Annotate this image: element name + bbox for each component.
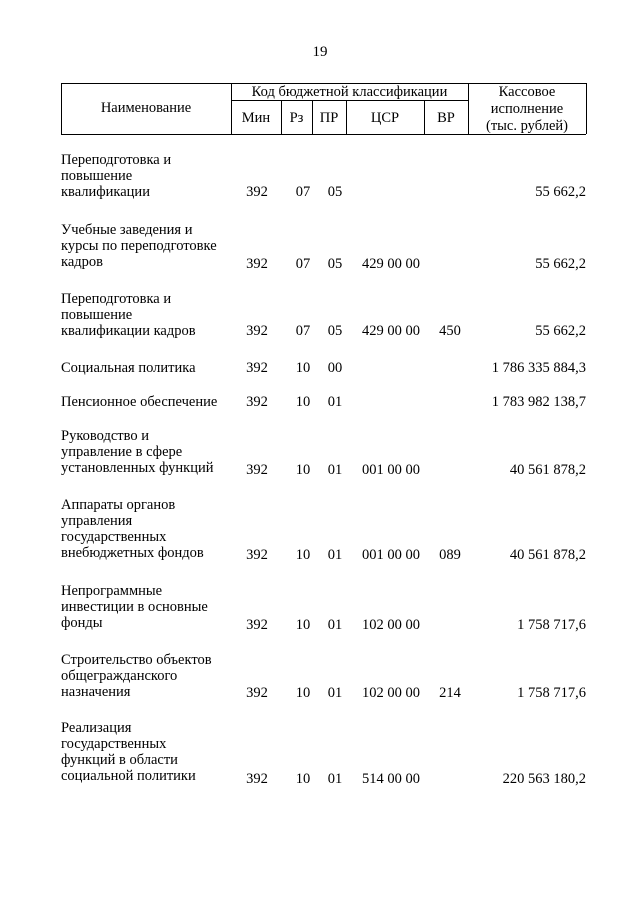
row-rz: 10: [295, 547, 311, 563]
row-name-line: квалификации: [61, 184, 150, 200]
row-pr: 05: [327, 184, 343, 200]
row-name-line: социальной политики: [61, 768, 196, 784]
row-pr: 01: [327, 547, 343, 563]
row-amount: 1 758 717,6: [517, 685, 586, 701]
row-name-line: повышение: [61, 168, 133, 184]
row-pr: 01: [327, 394, 343, 410]
row-rz: 07: [295, 256, 311, 272]
header-min: Мин: [241, 110, 271, 126]
row-amount: 40 561 878,2: [509, 547, 586, 563]
row-amount: 40 561 878,2: [509, 462, 586, 478]
row-name-line: управления: [61, 513, 133, 529]
row-name-line: Пенсионное обеспечение: [61, 394, 218, 410]
row-pr: 05: [327, 256, 343, 272]
row-rz: 10: [295, 617, 311, 633]
row-name: [61, 291, 251, 339]
row-name: [61, 394, 251, 410]
row-rz: 07: [295, 323, 311, 339]
row-name-line: квалификации кадров: [61, 323, 196, 339]
row-amount: 1 786 335 884,3: [491, 360, 586, 376]
row-name-line: общегражданского: [61, 668, 178, 684]
row-name-line: Непрограммные: [61, 583, 163, 599]
row-min: 392: [246, 617, 268, 633]
row-min: 392: [246, 184, 268, 200]
row-name-line: государственных: [61, 736, 167, 752]
row-csr: 102 00 00: [362, 685, 420, 701]
header-csr: ЦСР: [370, 110, 400, 126]
row-csr: 514 00 00: [362, 771, 420, 787]
row-rz: 07: [295, 184, 311, 200]
row-rz: 10: [295, 685, 311, 701]
row-name-line: Реализация: [61, 720, 132, 736]
row-name-line: внебюджетных фондов: [61, 545, 204, 561]
row-min: 392: [246, 360, 268, 376]
row-name: [61, 583, 251, 631]
header-amount-line: (тыс. рублей): [486, 118, 568, 134]
row-rz: 10: [295, 394, 311, 410]
row-pr: 00: [327, 360, 343, 376]
row-csr: 001 00 00: [362, 547, 420, 563]
row-amount: 55 662,2: [535, 323, 586, 339]
row-pr: 01: [327, 771, 343, 787]
header-amount-line: исполнение: [490, 101, 564, 117]
row-name: [61, 497, 251, 561]
row-name-line: управление в сфере: [61, 444, 183, 460]
row-pr: 01: [327, 462, 343, 478]
row-name-line: Руководство и: [61, 428, 149, 444]
row-name: [61, 222, 251, 270]
row-name-line: фонды: [61, 615, 103, 631]
header-border-right: [586, 83, 587, 134]
row-amount: 55 662,2: [535, 256, 586, 272]
row-pr: 01: [327, 685, 343, 701]
row-name-line: функций в области: [61, 752, 178, 768]
row-min: 392: [246, 394, 268, 410]
row-min: 392: [246, 685, 268, 701]
row-min: 392: [246, 256, 268, 272]
row-amount: 1 758 717,6: [517, 617, 586, 633]
row-name-line: Переподготовка и: [61, 291, 172, 307]
row-name-line: установленных функций: [61, 460, 214, 476]
row-csr: 429 00 00: [362, 323, 420, 339]
row-amount: 1 783 982 138,7: [491, 394, 586, 410]
row-amount: 55 662,2: [535, 184, 586, 200]
row-vr: 214: [439, 685, 461, 701]
header-pr: ПР: [319, 110, 339, 126]
row-name-line: повышение: [61, 307, 133, 323]
row-min: 392: [246, 323, 268, 339]
row-rz: 10: [295, 462, 311, 478]
row-min: 392: [246, 547, 268, 563]
header-name: Наименование: [100, 100, 192, 116]
row-name-line: Учебные заведения и: [61, 222, 193, 238]
row-name-line: Переподготовка и: [61, 152, 172, 168]
row-pr: 05: [327, 323, 343, 339]
row-rz: 10: [295, 360, 311, 376]
row-pr: 01: [327, 617, 343, 633]
header-vr: ВР: [437, 110, 455, 126]
row-csr: 102 00 00: [362, 617, 420, 633]
row-name-line: Социальная политика: [61, 360, 196, 376]
header-rz: Рз: [289, 110, 304, 126]
row-name: [61, 152, 251, 200]
row-name-line: назначения: [61, 684, 131, 700]
header-amount-line: Кассовое: [498, 84, 556, 100]
row-min: 392: [246, 462, 268, 478]
row-name: [61, 652, 251, 700]
row-name-line: инвестиции в основные: [61, 599, 208, 615]
row-rz: 10: [295, 771, 311, 787]
row-name-line: Аппараты органов: [61, 497, 176, 513]
row-name-line: курсы по переподготовке: [61, 238, 217, 254]
row-vr: 089: [439, 547, 461, 563]
row-name: [61, 428, 251, 476]
row-name-line: государственных: [61, 529, 167, 545]
row-amount: 220 563 180,2: [502, 771, 586, 787]
row-vr: 450: [439, 323, 461, 339]
row-csr: 001 00 00: [362, 462, 420, 478]
row-name: [61, 360, 251, 376]
row-name: [61, 720, 251, 784]
row-name-line: кадров: [61, 254, 103, 270]
header-code-group: Код бюджетной классификации: [251, 84, 448, 100]
page-number: 19: [312, 44, 328, 60]
row-min: 392: [246, 771, 268, 787]
row-name-line: Строительство объектов: [61, 652, 212, 668]
header-amount: [468, 84, 586, 135]
row-csr: 429 00 00: [362, 256, 420, 272]
